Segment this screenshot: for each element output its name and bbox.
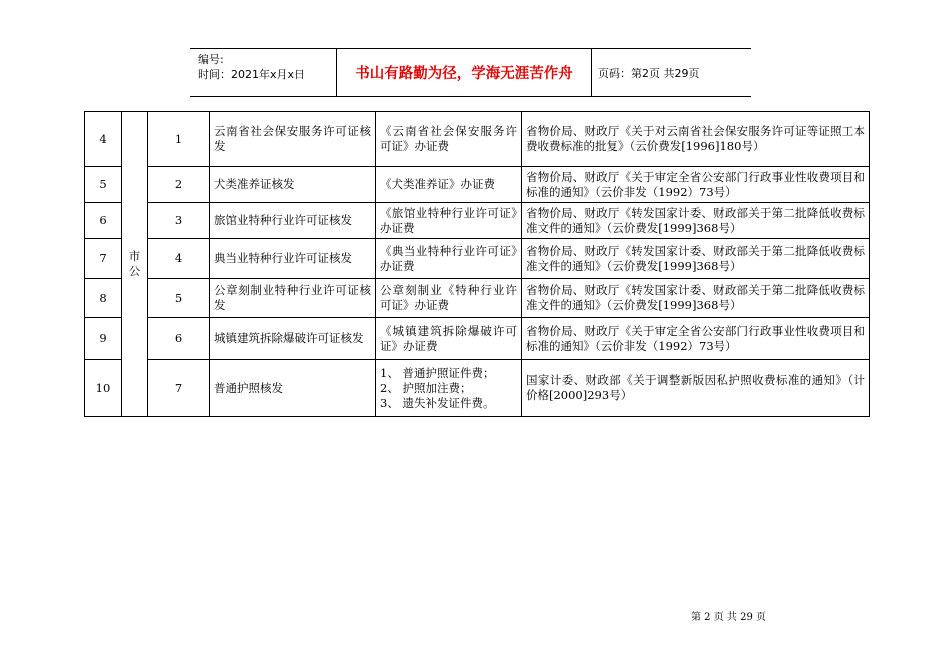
row-seq: 9 bbox=[85, 318, 122, 360]
fee-basis: 国家计委、财政部《关于调整新版因私护照收费标准的通知》（计价格[2000]293号） bbox=[522, 360, 870, 417]
fee-name: 《旅馆业特种行业许可证》办证费 bbox=[376, 203, 522, 239]
fee-name: 《犬类准养证》办证费 bbox=[376, 167, 522, 203]
item-name: 犬类准养证核发 bbox=[210, 167, 376, 203]
fee-basis: 省物价局、财政厅《关于审定全省公安部门行政事业性收费项目和标准的通知》（云价非发（1992）73号） bbox=[522, 167, 870, 203]
row-sub: 2 bbox=[148, 167, 210, 203]
fee-basis: 省物价局、财政厅《关于对云南省社会保安服务许可证等证照工本费收费标准的批复》（云价费发[1996]180号） bbox=[522, 112, 870, 167]
fee-list-item: 2、 护照加注费； bbox=[380, 380, 472, 395]
item-name: 旅馆业特种行业许可证核发 bbox=[210, 203, 376, 239]
fee-name: 公章刻制业《特种行业许可证》办证费 bbox=[376, 279, 522, 318]
fee-basis: 省物价局、财政厅《转发国家计委、财政部关于第二批降低收费标准文件的通知》（云价费发[1999]368号） bbox=[522, 279, 870, 318]
fee-basis: 省物价局、财政厅《关于审定全省公安部门行政事业性收费项目和标准的通知》（云价非发（1992）73号） bbox=[522, 318, 870, 360]
row-seq: 8 bbox=[85, 279, 122, 318]
fee-basis: 省物价局、财政厅《转发国家计委、财政部关于第二批降低收费标准文件的通知》（云价费发[1999]368号） bbox=[522, 203, 870, 239]
header-slogan: 书山有路勤为径，学海无涯苦作舟 bbox=[336, 49, 592, 96]
header-page-code: 页码：第2页 共29页 bbox=[598, 66, 700, 80]
fee-name: 《云南省社会保安服务许可证》办证费 bbox=[376, 112, 522, 167]
time-label: 时间：2021年x月x日 bbox=[198, 68, 306, 81]
dept-cell: 市公 bbox=[122, 112, 148, 417]
table-row bbox=[85, 279, 870, 318]
fee-list-item: 1、 普通护照证件费； bbox=[380, 365, 495, 380]
page-footer: 第 2 页 共 29 页 bbox=[691, 612, 766, 623]
table-row bbox=[85, 112, 870, 167]
table-row bbox=[85, 167, 870, 203]
row-sub: 7 bbox=[148, 360, 210, 417]
row-sub: 3 bbox=[148, 203, 210, 239]
row-seq: 5 bbox=[85, 167, 122, 203]
fee-name: 《典当业特种行业许可证》办证费 bbox=[376, 239, 522, 279]
fee-list bbox=[376, 360, 522, 417]
row-sub: 6 bbox=[148, 318, 210, 360]
item-name: 云南省社会保安服务许可证核发 bbox=[210, 112, 376, 167]
table-row bbox=[85, 239, 870, 279]
row-sub: 1 bbox=[148, 112, 210, 167]
row-sub: 4 bbox=[148, 239, 210, 279]
row-seq: 4 bbox=[85, 112, 122, 167]
row-seq: 6 bbox=[85, 203, 122, 239]
row-seq: 10 bbox=[85, 360, 122, 417]
fee-basis: 省物价局、财政厅《转发国家计委、财政部关于第二批降低收费标准文件的通知》（云价费发[1999]368号） bbox=[522, 239, 870, 279]
item-name: 公章刻制业特种行业许可证核发 bbox=[210, 279, 376, 318]
item-name: 普通护照核发 bbox=[210, 360, 376, 417]
table-row bbox=[85, 203, 870, 239]
item-name: 典当业特种行业许可证核发 bbox=[210, 239, 376, 279]
row-seq: 7 bbox=[85, 239, 122, 279]
fee-table bbox=[84, 111, 870, 417]
table-row bbox=[85, 318, 870, 360]
header-meta bbox=[190, 49, 336, 96]
fee-name: 《城镇建筑拆除爆破许可证》办证费 bbox=[376, 318, 522, 360]
number-label: 编号: bbox=[198, 53, 224, 66]
row-sub: 5 bbox=[148, 279, 210, 318]
page-header bbox=[190, 48, 751, 97]
table-row bbox=[85, 360, 870, 417]
fee-list-item: 3、 遗失补发证件费。 bbox=[380, 395, 495, 410]
item-name: 城镇建筑拆除爆破许可证核发 bbox=[210, 318, 376, 360]
